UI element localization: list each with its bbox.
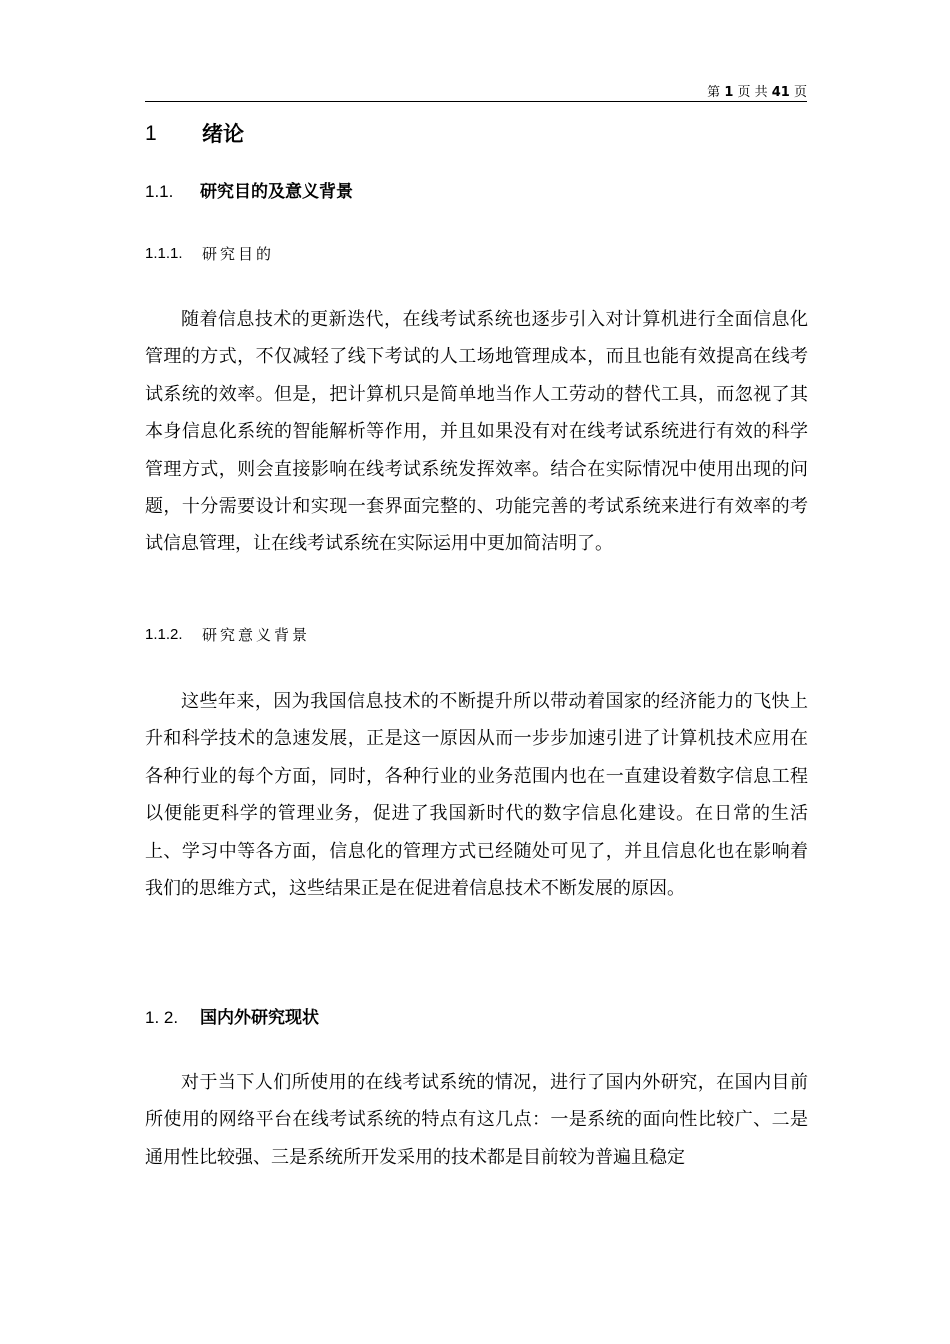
page-suffix: 页 [789,85,807,100]
page-number [707,84,807,102]
section-1-2-number: 1. 2. [145,1008,179,1027]
section-1-1-title: 研究目的及意义背景 [200,182,353,202]
page-mid: 页 共 [733,85,772,100]
section-1-1-1-number: 1.1.1. [145,245,183,262]
header-rule [145,101,807,102]
section-1-1-2-paragraph: 这些年来，因为我国信息技术的不断提升所以带动着国家的经济能力的飞快上升和科学技术的急速发展，正是这一原因从而一步步加速引进了计算机技术应用在各种行业的每个方面，同时，各种行业的业务范围内也在一直建设着数字信息工程以便能更科学的管理业务，促进了我国新时代的数字信息化建设。在日常的生活上、学习中等各方面，信息化的管理方式已经随处可见了，并且信息化也在影响着我们的思维方式，这些结果正是在促进着信息技术不断发展的原因。 [145,691,808,900]
section-1-1-1-paragraph: 随着信息技术的更新迭代，在线考试系统也逐步引入对计算机进行全面信息化管理的方式，不仅减轻了线下考试的人工场地管理成本，而且也能有效提高在线考试系统的效率。但是，把计算机只是简单地当作人工劳动的替代工具，而忽视了其本身信息化系统的智能解析等作用，并且如果没有对在线考试系统进行有效的科学管理方式，则会直接影响在线考试系统发挥效率。结合在实际情况中使用出现的问题，十分需要设计和实现一套界面完整的、功能完善的考试系统来进行有效率的考试信息管理，让在线考试系统在实际运用中更加简洁明了。 [145,309,808,555]
section-1-1-heading [145,180,645,204]
page-current: 1 [724,85,734,100]
page-prefix: 第 [707,85,725,100]
chapter-number: 1 [145,122,157,145]
section-1-1-2-heading [145,624,645,646]
section-1-2-title: 国内外研究现状 [200,1008,319,1028]
section-1-2-paragraph: 对于当下人们所使用的在线考试系统的情况，进行了国内外研究，在国内目前所使用的网络平台在线考试系统的特点有这几点：一是系统的面向性比较广、二是通用性比较强、三是系统所开发采用的技术都是目前较为普遍且稳定 [145,1072,808,1168]
chapter-heading [145,120,545,148]
page-total: 41 [771,85,790,100]
section-1-1-number: 1.1. [145,182,174,201]
section-1-1-2-title: 研究意义背景 [202,626,311,644]
section-1-1-1-title: 研究目的 [202,245,275,263]
section-1-2-heading [145,1006,645,1030]
page-header [145,84,807,102]
section-1-1-1-heading [145,243,645,265]
section-1-1-2-number: 1.1.2. [145,626,183,643]
chapter-title: 绪论 [202,122,244,146]
